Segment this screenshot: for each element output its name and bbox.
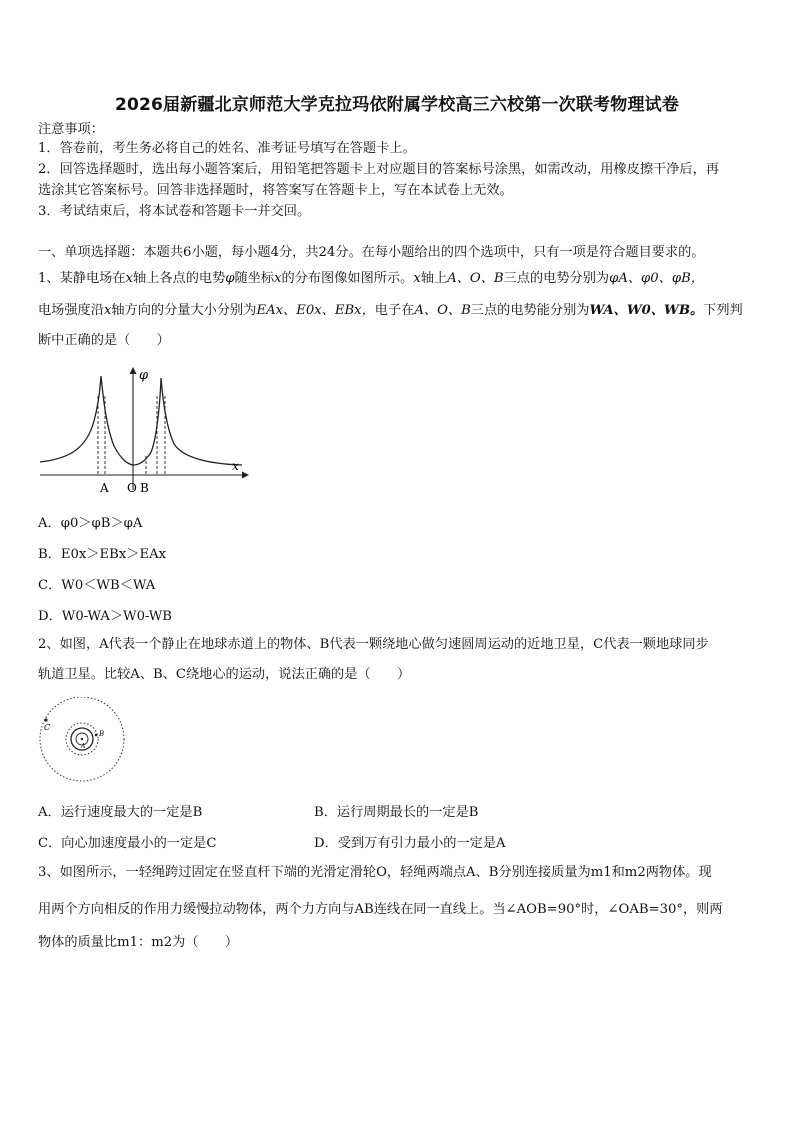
q1-stem-line-2 [38,302,743,320]
q1-var: φA、φ0、φB， [609,271,704,286]
notice-item-1: 1．答卷前，考生务必将自己的姓名、准考证号填写在答题卡上。 [38,141,416,156]
q1-text: 1、某静电场在 [38,271,126,286]
q1-var: WA、W0、WB。 [589,303,704,318]
q2-option-b: B．运行周期最长的一定是B [314,805,479,820]
q1-text: 的分布图像如图所示。 [281,271,414,286]
q3-stem-line-1: 3、如图所示，一轻绳跨过固定在竖直杆下端的光滑定滑轮O，轻绳两端点A、B分别连接质量为m1和m2两物体。现 [38,865,712,880]
q2-orbit-figure [38,697,130,789]
x-axis-arrow-icon [242,472,249,479]
q1-stem-line-3: 断中正确的是（ ） [38,333,170,348]
q1-option-c: C．W0＜WB＜WA [38,578,156,593]
object-a [81,738,83,740]
q1-text: 电子在 [374,303,415,318]
q1-var: x [125,271,133,286]
q1-stem-line-1 [38,270,704,288]
q1-text: 三点的电势能分别为 [470,303,590,318]
page-title: 2026届新疆北京师范大学克拉玛依附属学校高三六校第一次联考物理试卷 [114,95,680,115]
q2-option-a: A．运行速度最大的一定是B [38,805,203,820]
notice-item-3: 3．考试结束后，将本试卷和答题卡一并交回。 [38,204,311,219]
q1-var: x [103,303,112,318]
notice-heading: 注意事项： [38,122,104,137]
label-a: A [81,743,86,750]
q1-text: 轴上各点的电势 [132,271,226,286]
q1-text: 三点的电势分别为 [503,271,610,286]
x-axis-label: x [232,459,239,473]
section-heading: 一、单项选择题：本题共6小题，每小题4分，共24分。在每小题给出的四个选项中，只有一项是符合题目要求的。 [38,245,705,260]
q1-text: 电场强度沿 [38,303,104,318]
q1-text: 下列判 [703,303,743,318]
satellite-b [95,734,98,737]
q3-stem-line-2: 用两个方向相反的作用力缓慢拉动物体，两个力方向与AB连线在同一直线上。当∠AOB=90°时，∠OAB=30°，则两 [38,902,723,917]
q1-option-d: D．W0-WA＞W0-WB [38,609,172,624]
q2-option-c: C．向心加速度最小的一定是C [38,836,217,851]
q1-var: EAx、E0x、EBx， [256,303,375,318]
tick-label-a: A [100,481,109,495]
notice-item-2: 2．回答选择题时，选出每小题答案后，用铅笔把答题卡上对应题目的答案标号涂黑，如需改动，用橡皮擦干净后，再 [38,162,719,177]
y-axis-label: φ [139,368,149,383]
potential-curve [40,376,242,465]
q2-stem-line-2: 轨道卫星。比较A、B、C绕地心的运动，说法正确的是（ ） [38,667,411,682]
q1-option-a: A．φ0＞φB＞φA [38,516,143,531]
q1-text: 轴上 [420,271,448,286]
tick-label-o: O [127,481,137,495]
q1-text: 轴方向的分量大小分别为 [111,303,257,318]
q1-var: x [274,271,282,286]
q1-var: x [413,271,421,286]
q1-var: A、O、B [414,303,471,318]
label-c: C [44,723,51,732]
q1-var: φ [225,271,235,286]
q1-potential-graph [36,366,251,496]
satellite-c [44,718,47,721]
q2-stem-line-1: 2、如图，A代表一个静止在地球赤道上的物体、B代表一颗绕地心做匀速圆周运动的近地卫星，C代表一颗地球同步 [38,637,709,652]
q3-stem-line-3: 物体的质量比m1：m2为（ ） [38,935,239,950]
q1-option-b: B．E0x＞EBx＞EAx [38,547,167,562]
label-b: B [99,730,105,738]
tick-label-b: B [140,481,149,495]
q1-var: A、O、B [447,271,504,286]
q2-option-d: D．受到万有引力最小的一定是A [314,836,506,851]
notice-item-2-cont: 选涂其它答案标号。回答非选择题时，将答案写在答题卡上，写在本试卷上无效。 [38,183,513,198]
y-axis-arrow-icon [130,367,137,374]
q1-text: 随坐标 [234,271,275,286]
